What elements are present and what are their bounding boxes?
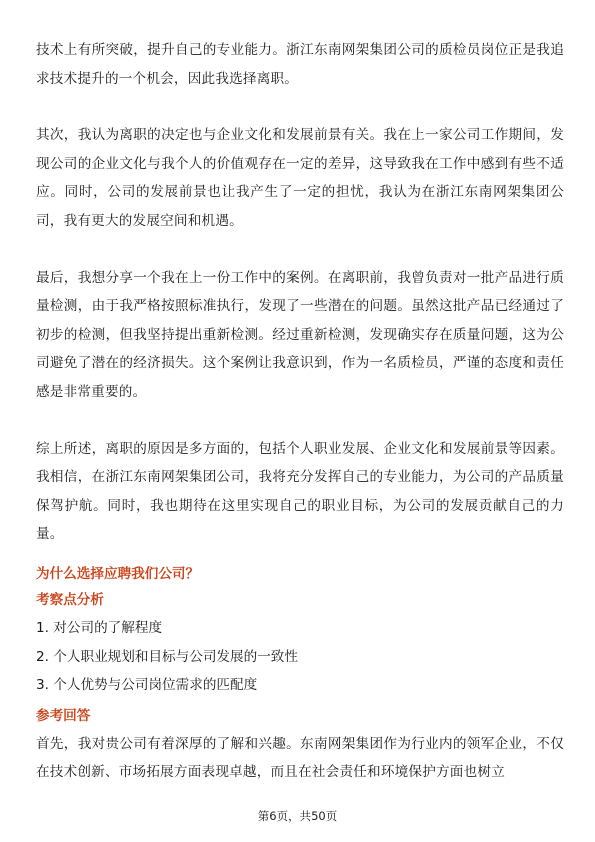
question-heading: 为什么选择应聘我们公司？: [36, 565, 200, 582]
paragraph-4: 综上所述，离职的原因是多方面的，包括个人职业发展、企业文化和发展前景等因素。我相信，在浙江东南网架集团公司，我将充分发挥自己的专业能力，为公司的产品质量保驾护航。同时，我也期待在这里实现自己的职业目标，为公司的发展贡献自己的力量。: [36, 440, 564, 543]
analysis-heading: 考察点分析: [36, 591, 104, 608]
page-number: 第6页，共50页: [257, 809, 338, 823]
list-item: 3. 个人优势与公司岗位需求的匹配度: [36, 677, 258, 694]
list-item: 1. 对公司的了解程度: [36, 619, 163, 636]
list-item: 2. 个人职业规划和目标与公司发展的一致性: [36, 648, 298, 665]
paragraph-2: 其次，我认为离职的决定也与企业文化和发展前景有关。我在上一家公司工作期间，发现公司的企业文化与我个人的价值观存在一定的差异，这导致我在工作中感到有些不适应。同时，公司的发展前景也让我产生了一定的担忧，我认为在浙江东南网架集团公司，我有更大的发展空间和机遇。: [36, 127, 564, 229]
paragraph-1: 技术上有所突破，提升自己的专业能力。浙江东南网架集团公司的质检员岗位正是我追求技术提升的一个机会，因此我选择离职。: [36, 42, 564, 87]
answer-heading: 参考回答: [36, 707, 91, 724]
analysis-list: [36, 614, 564, 700]
paragraph-3: 最后，我想分享一个我在上一份工作中的案例。在离职前，我曾负责对一批产品进行质量检测，由于我严格按照标准执行，发现了一些潜在的问题。虽然这批产品已经通过了初步的检测，但我坚持提出重新检测。经过重新检测，发现确实存在质量问题，这为公司避免了潜在的经济损失。这个案例让我意识到，作为一名质检员，严谨的态度和责任感是非常重要的。: [36, 269, 564, 400]
page-content: [36, 36, 564, 787]
answer-paragraph: 首先，我对贵公司有着深厚的了解和兴趣。东南网架集团作为行业内的领军企业，不仅在技术创新、市场拓展方面表现卓越，而且在社会责任和环境保护方面也树立: [36, 735, 564, 781]
